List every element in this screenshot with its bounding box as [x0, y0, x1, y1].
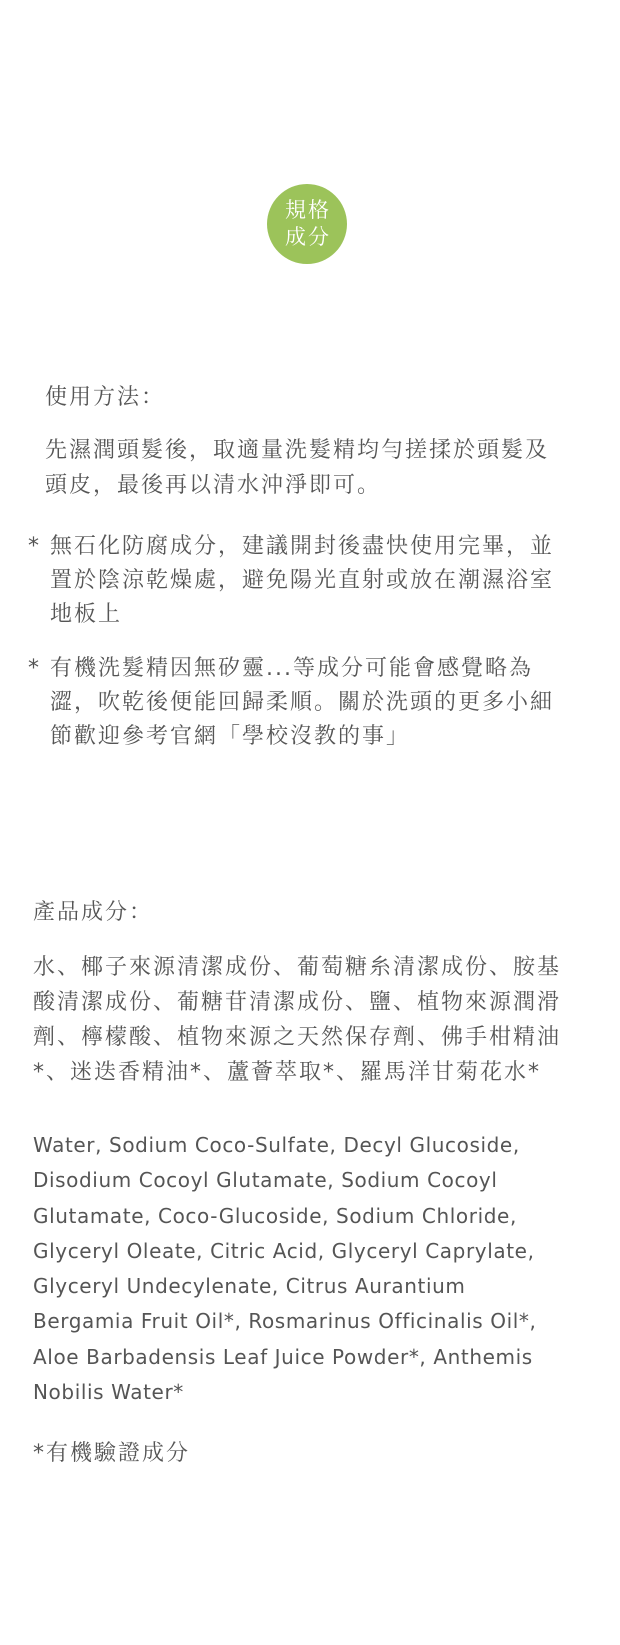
- note-item: [28, 652, 573, 754]
- note-marker: *: [28, 656, 41, 681]
- note-item: [28, 530, 573, 632]
- note-text: 有機洗髮精因無矽靈...等成分可能會感覺略為澀，吹乾後便能回歸柔順。關於洗頭的更多小細節歡迎參考官網「學校沒教的事」: [50, 656, 555, 749]
- usage-method-text: 先濕潤頭髮後，取適量洗髮精均勻搓揉於頭髮及頭皮，最後再以清水沖淨即可。: [45, 438, 550, 498]
- ingredients-heading: 產品成分：: [33, 900, 154, 925]
- organic-footnote: *有機驗證成分: [33, 1441, 191, 1467]
- badge-line-1: 規格: [285, 198, 331, 222]
- note-marker: *: [28, 534, 41, 559]
- notes-section: [28, 530, 573, 774]
- usage-heading: 使用方法：: [45, 385, 166, 410]
- note-text: 無石化防腐成分，建議開封後盡快使用完畢，並置於陰涼乾燥處，避免陽光直射或放在潮濕浴室地板上: [50, 534, 555, 627]
- ingredients-chinese-list: 水、椰子來源清潔成份、葡萄糖糸清潔成份、胺基酸清潔成份、葡糖苷清潔成份、鹽、植物來源潤滑劑、檸檬酸、植物來源之天然保存劑、佛手柑精油*、迷迭香精油*、蘆薈萃取*、羅馬洋甘菊花水*: [33, 955, 562, 1085]
- usage-section: [45, 380, 575, 503]
- ingredients-english-list: Water, Sodium Coco-Sulfate, Decyl Glucoside, Disodium Cocoyl Glutamate, Sodium Cocoyl Glutamate, Coco-Glucoside, Sodium Chloride, Glyceryl Oleate, Citric Acid, Glyceryl Caprylate, Glyceryl Undecylenate, Citrus Aurantium Bergamia Fruit Oil*, Rosmarinus Officinalis Oil*, Aloe Barbadensis Leaf Juice Powder*, Anthemis Nobilis Water*: [33, 1133, 537, 1405]
- spec-ingredients-badge: [267, 184, 347, 264]
- ingredients-section: [33, 895, 578, 1472]
- badge-line-2: 成分: [285, 225, 331, 249]
